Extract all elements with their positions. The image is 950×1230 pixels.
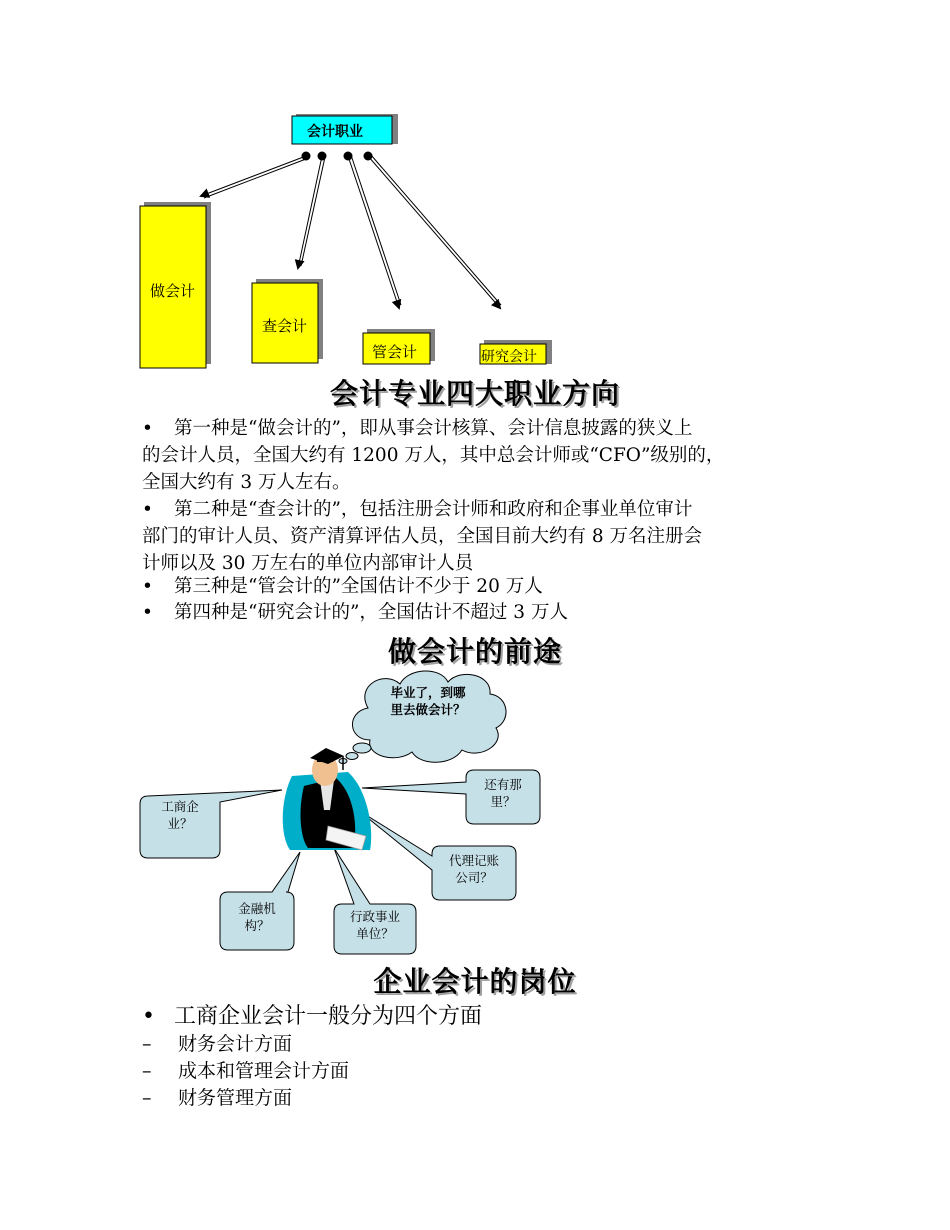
career-diagram-graphics — [0, 0, 950, 380]
career-prospect-diagram — [130, 660, 690, 960]
section3-bullet: • 工商企业会计一般分为四个方面 — [142, 1004, 483, 1029]
bubble-admin: 行政事业 单位？ — [349, 909, 400, 941]
root-label: 会计职业 — [307, 124, 363, 140]
section3-title: 企业会计的岗位 — [373, 965, 577, 998]
thought-text: 毕业了，到哪 里去做会计？ — [390, 685, 466, 717]
bullet-item-2: • 第二种是“查会计的”，包括注册会计师和政府和企事业单位审计 部门的审计人员、资产清算评估人员，全国目前大约有 8 万名注册会 计师以及 30 万左右的单位内部审计人员 — [142, 499, 703, 574]
dash-item-1: – 财务会计方面 — [142, 1033, 293, 1055]
bubble-finance: 金融机 构？ — [238, 901, 276, 933]
career-diagram — [0, 0, 950, 380]
dash-item-3: – 财务管理方面 — [142, 1087, 293, 1109]
section2-title: 做会计的前途 — [387, 635, 562, 668]
dash-item-2: – 成本和管理会计方面 — [142, 1060, 350, 1082]
bullet-item-3: • 第三种是“管会计的”全国估计不少于 20 万人 — [142, 576, 543, 597]
section1-title: 会计专业四大职业方向 — [329, 377, 620, 410]
branch-label-audit: 查会计 — [262, 317, 308, 335]
branch-label-do: 做会计 — [150, 282, 196, 300]
bullet-item-1: • 第一种是“做会计的”，即从事会计核算、会计信息披露的狭义上 的会计人员，全国大约有 1200 万人，其中总会计师或“CFO”级别的， 全国大约有 3 万人左右。 — [142, 418, 725, 493]
bubble-agency: 代理记账 公司？ — [448, 853, 499, 885]
bubble-industry: 工商企 业？ — [161, 799, 199, 831]
branch-label-research: 研究会计 — [481, 349, 537, 365]
bubble-others: 还有那 里？ — [484, 777, 522, 809]
arrow-to-research — [368, 156, 500, 308]
graduate-figure — [283, 748, 371, 850]
bullet-item-4: • 第四种是“研究会计的”，全国估计不超过 3 万人 — [142, 602, 568, 623]
arrow-to-audit — [298, 156, 322, 268]
arrow-to-do-accounting — [201, 156, 306, 196]
branch-label-manage: 管会计 — [372, 343, 418, 361]
